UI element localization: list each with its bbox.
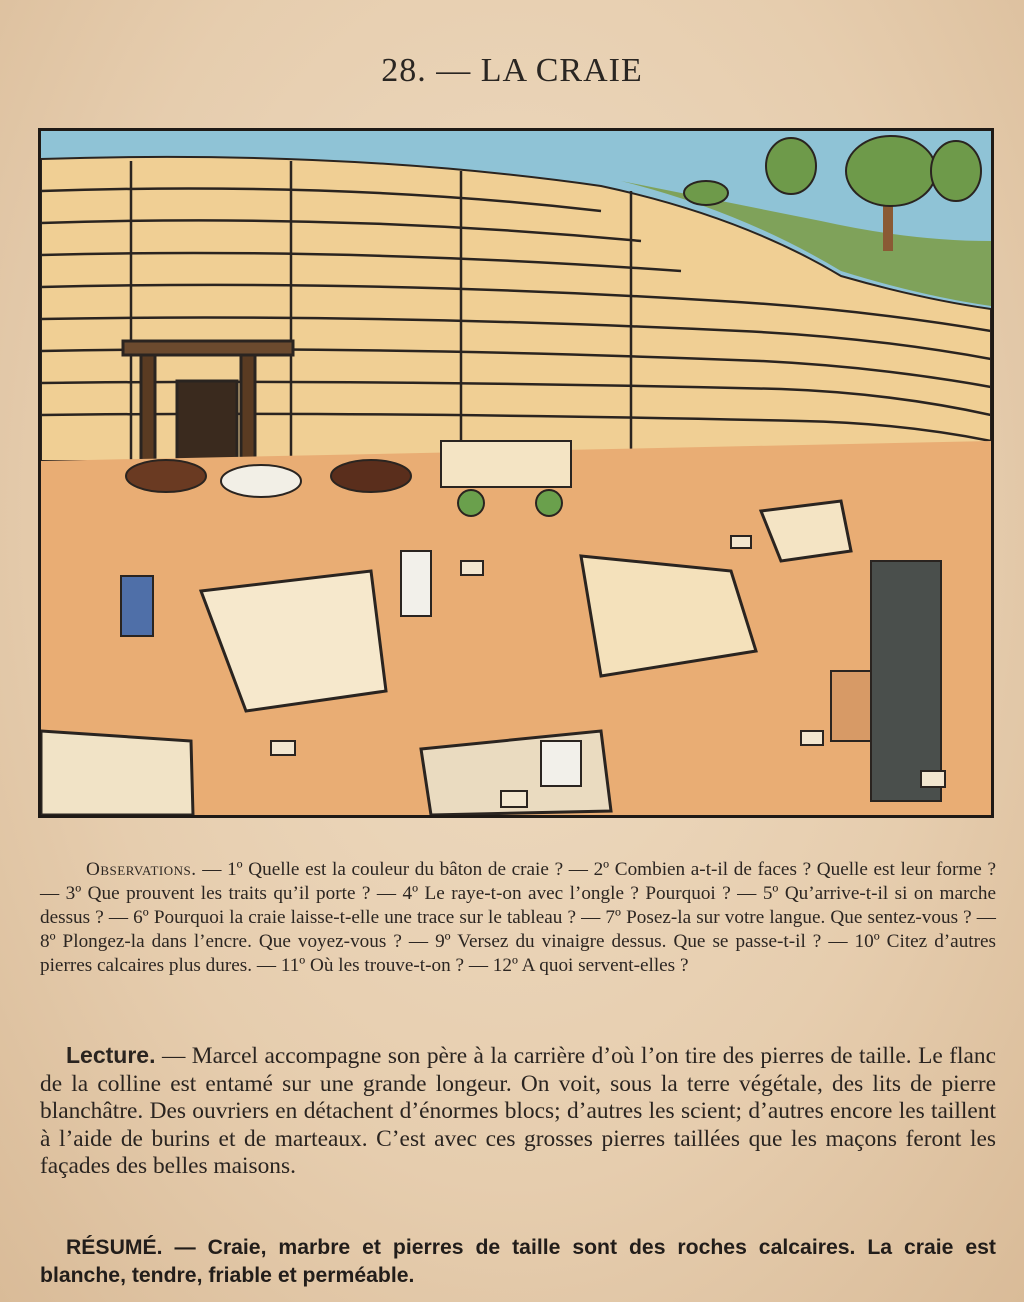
- observations-label: Observations.: [86, 859, 197, 880]
- lecture-paragraph: [40, 1042, 996, 1181]
- resume-paragraph: [40, 1234, 996, 1290]
- resume-text: — Craie, marbre et pierres de taille sont des roches calcaires. La craie est blanche, tendre, friable et perméable.: [40, 1236, 996, 1287]
- quarry-scene-svg: [41, 131, 991, 815]
- quarry-illustration: [38, 128, 994, 818]
- resume-label: RÉSUMÉ.: [66, 1236, 163, 1259]
- observations-paragraph: [40, 858, 996, 978]
- observations-text: — 1º Quelle est la couleur du bâton de craie ? — 2º Combien a-t-il de faces ? Quelle est leur forme ? — 3º Que prouvent les traits qu’il porte ? — 4º Le raye-t-on avec l’ongle ? Pourquoi ? — 5º Qu’arrive-t-il si on marche dessus ? — 6º Pourquoi la craie laisse-t-elle une trace sur le tableau ? — 7º Posez-la sur votre langue. Que sentez-vous ? — 8º Plongez-la dans l’encre. Que voyez-vous ? — 9º Versez du vinaigre dessus. Que se passe-t-il ? — 10º Citez d’autres pierres calcaires plus dures. — 11º Où les trouve-t-on ? — 12º A quoi servent-elles ?: [40, 859, 996, 976]
- lecture-text: — Marcel accompagne son père à la carrière d’où l’on tire des pierres de taille. Le flanc de la colline est entamé sur une grande longeur. On voit, sous la terre végétale, des lits de pierre blanchâtre. Des ouvriers en détachent d’énormes blocs; d’autres les scient; d’autres encore les taillent à l’aide de burins et de marteaux. C’est avec ces grosses pierres taillées que les maçons feront les façades des belles maisons.: [40, 1043, 996, 1179]
- lecture-label: Lecture.: [66, 1042, 156, 1068]
- page-title: 28. — LA CRAIE: [381, 52, 643, 89]
